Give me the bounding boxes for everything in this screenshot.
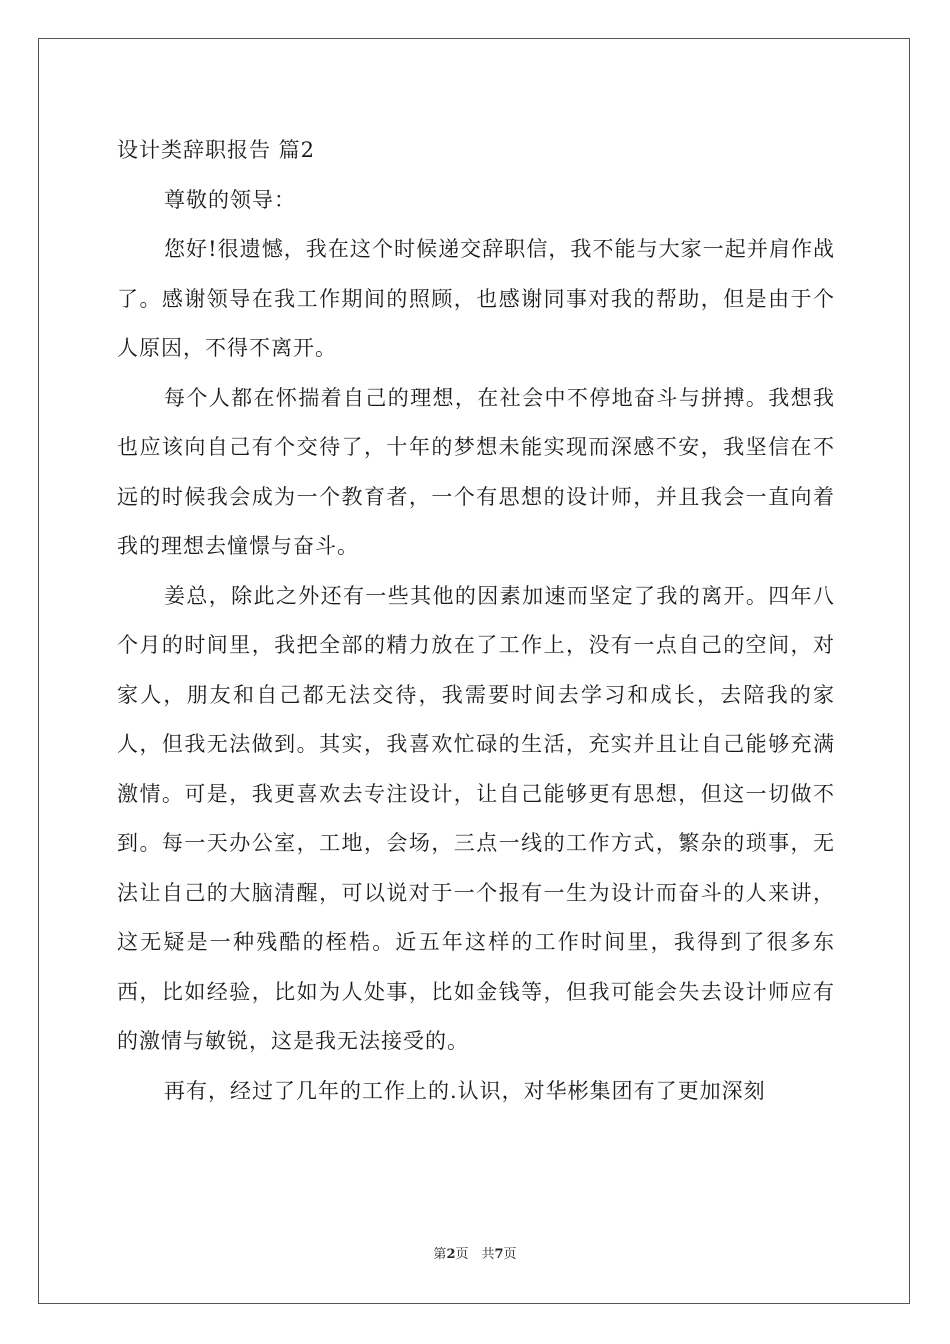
paragraph-3: 姜总，除此之外还有一些其他的因素加速而坚定了我的离开。四年八个月的时间里，我把全部的精力放在了工作上，没有一点自己的空间，对家人，朋友和自己都无法交待，我需要时间去学习和成长，去陪我的家人，但我无法做到。其实，我喜欢忙碌的生活，充实并且让自己能够充满激情。可是，我更喜欢去专注设计，让自己能够更有思想，但这一切做不到。每一天办公室，工地，会场，三点一线的工作方式，繁杂的琐事，无法让自己的大脑清醒，可以说对于一个报有一生为设计而奋斗的人来讲，这无疑是一种残酷的桎梏。近五年这样的工作时间里，我得到了很多东西，比如经验，比如为人处事，比如金钱等，但我可能会失去设计师应有的激情与敏锐，这是我无法接受的。 bbox=[117, 583, 835, 1053]
paragraph-4: 再有，经过了几年的工作上的.认识，对华彬集团有了更加深刻 bbox=[164, 1078, 766, 1103]
salutation: 尊敬的领导： bbox=[164, 187, 296, 212]
page-footer bbox=[0, 1245, 950, 1265]
page-prefix: 第 bbox=[433, 1247, 447, 1262]
paragraph-1: 您好!很遗憾，我在这个时候递交辞职信，我不能与大家一起并肩作战了。感谢领导在我工作期间的照顾，也感谢同事对我的帮助，但是由于个人原因，不得不离开。 bbox=[117, 237, 835, 360]
document-title: 设计类辞职报告 篇2 bbox=[117, 138, 316, 162]
page-total: 7 bbox=[494, 1247, 504, 1262]
document-body bbox=[117, 126, 835, 1116]
page-suffix: 页 bbox=[503, 1247, 517, 1262]
page-mid: 页 共 bbox=[455, 1247, 495, 1262]
page-current: 2 bbox=[446, 1247, 456, 1262]
paragraph-2: 每个人都在怀揣着自己的理想，在社会中不停地奋斗与拼搏。我想我也应该向自己有个交待了，十年的梦想未能实现而深感不安，我坚信在不远的时候我会成为一个教育者，一个有思想的设计师，并且我会一直向着我的理想去憧憬与奋斗。 bbox=[117, 385, 835, 558]
